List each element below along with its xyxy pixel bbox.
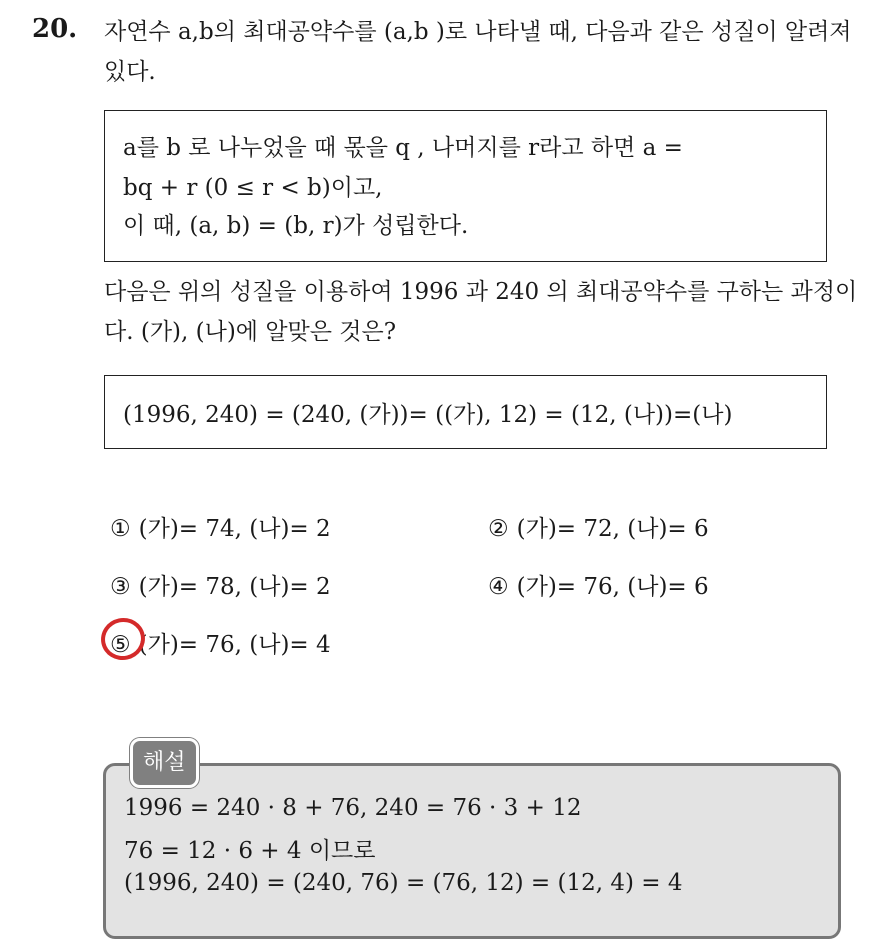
choice-text: (가)= 74, (나)= 2	[138, 516, 331, 542]
question-text: 자연수 a,b의 최대공약수를 (a,b )로 나타낼 때, 다음과 같은 성질이 알려져 있다.	[104, 19, 852, 85]
property-line-1: a를 b 로 나누었을 때 몫을 q , 나머지를 r라고 하면 a =	[123, 135, 683, 161]
intro-text: 다음은 위의 성질을 이용하여 1996 과 240 의 최대공약수를 구하는 과정이다. (가), (나)에 알맞은 것은?	[104, 279, 858, 345]
explanation-line-2: 76 = 12 · 6 + 4 이므로	[124, 838, 376, 864]
explanation-line-1: 1996 = 240 · 8 + 76, 240 = 76 · 3 + 12	[124, 795, 582, 821]
process-box	[104, 375, 827, 449]
choice-number: ④	[488, 574, 509, 600]
choice-2[interactable]	[488, 510, 709, 543]
choice-number: ①	[110, 516, 131, 542]
choice-text: (가)= 76, (나)= 4	[138, 632, 331, 658]
choice-3[interactable]	[110, 568, 331, 601]
choice-text: (가)= 78, (나)= 2	[138, 574, 331, 600]
choice-number: ⑤	[110, 632, 131, 658]
choice-text: (가)= 76, (나)= 6	[516, 574, 709, 600]
choice-number: ②	[488, 516, 509, 542]
choice-4[interactable]	[488, 568, 709, 601]
explanation-line-3: (1996, 240) = (240, 76) = (76, 12) = (12, 4) = 4	[124, 870, 683, 896]
explanation-label: 해설	[130, 738, 199, 788]
property-line-2: bq + r (0 ≤ r < b)이고,	[123, 175, 383, 201]
property-line-3: 이 때, (a, b) = (b, r)가 성립한다.	[123, 213, 469, 239]
choice-text: (가)= 72, (나)= 6	[516, 516, 709, 542]
question-number: 20.	[32, 14, 78, 44]
choice-1[interactable]	[110, 510, 331, 543]
property-box	[104, 110, 827, 262]
process-line: (1996, 240) = (240, (가))= ((가), 12) = (12, (나))=(나)	[123, 402, 733, 428]
choice-number: ③	[110, 574, 131, 600]
